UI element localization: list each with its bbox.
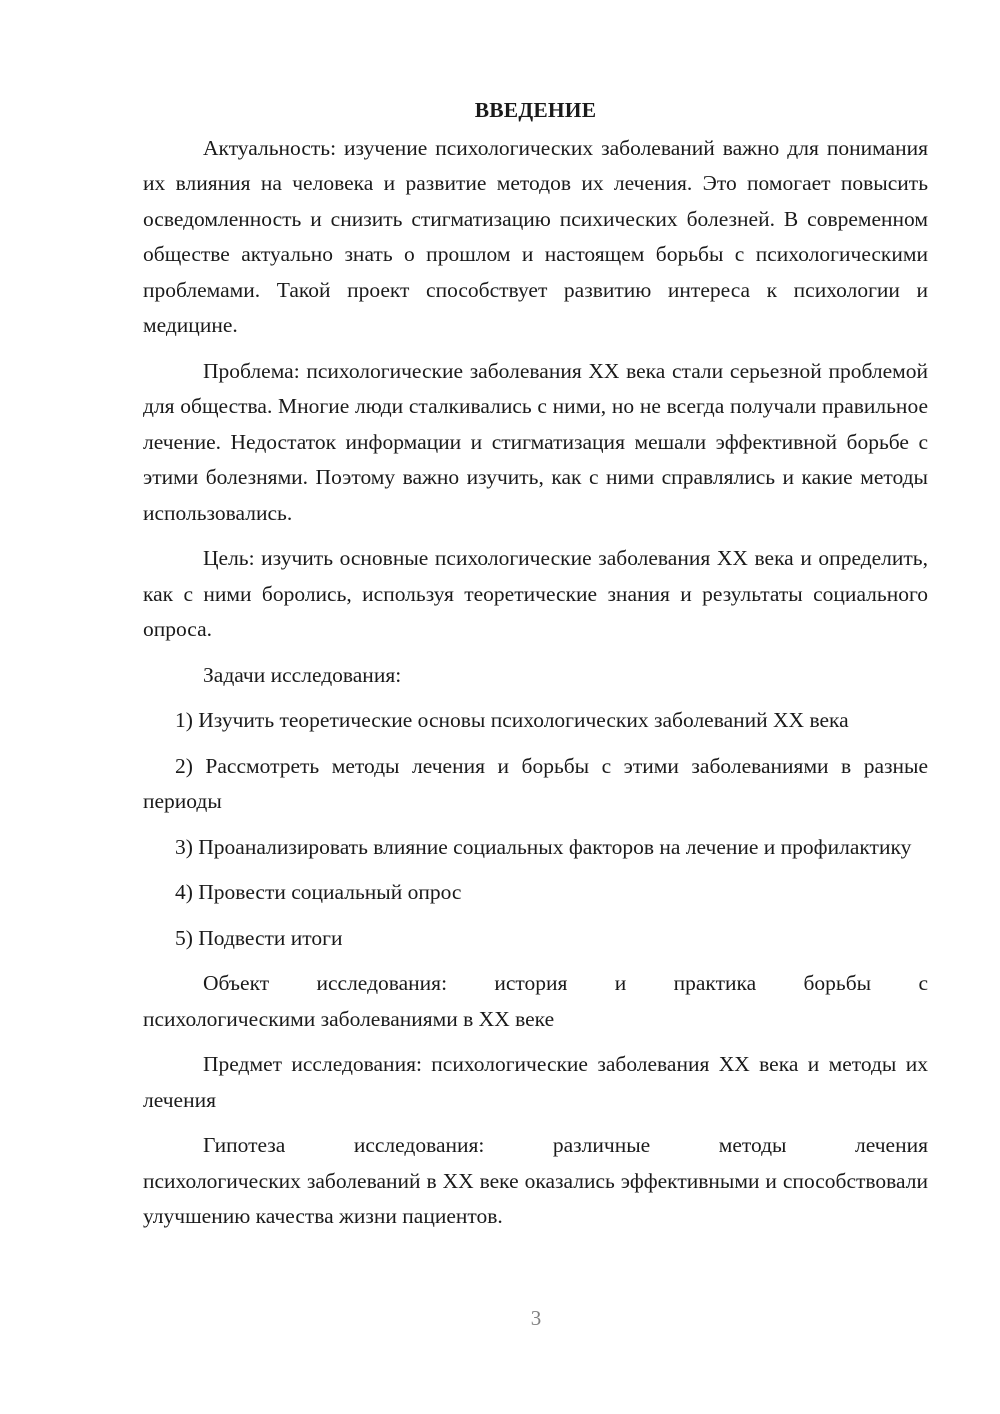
task-item-1: 1) Изучить теоретические основы психологических заболеваний XX века xyxy=(175,708,849,732)
subject-paragraph: Предмет исследования: психологические заболевания XX века и методы их лечения xyxy=(143,1052,928,1112)
object-line-2: психологическими заболеваниями в XX веке xyxy=(143,1006,555,1031)
tasks-heading: Задачи исследования: xyxy=(203,662,402,687)
section-title: ВВЕДЕНИЕ xyxy=(474,98,597,122)
object-line-1: Объект исследования: история и практика борьбы с xyxy=(203,971,928,995)
task-item-5: 5) Подвести итоги xyxy=(175,925,343,950)
page-number: 3 xyxy=(530,1306,542,1330)
problem-paragraph: Проблема: психологические заболевания XX века стали серьезной проблемой для общества. Многие люди сталкивались с ними, но не всегда получали правильное лечение. Недостаток информации и стигматизация мешали эффективной борьбе с этими болезнями. Поэтому важно изучить, как с ними справлялись и какие методы использовались. xyxy=(143,358,928,525)
hypothesis-paragraph xyxy=(143,1128,928,1235)
hypothesis-rest: психологических заболеваний в XX веке оказались эффективными и способствовали улучшению качества жизни пациентов. xyxy=(143,1168,928,1228)
page-content xyxy=(143,93,928,1235)
relevance-paragraph: Актуальность: изучение психологических заболеваний важно для понимания их влияния на человека и развитие методов их лечения. Это помогает повысить осведомленность и снизить стигматизацию психических болезней. В современном обществе актуально знать о прошлом и настоящем борьбы с психологическими проблемами. Такой проект способствует развитию интереса к психологии и медицине. xyxy=(143,135,928,337)
object-paragraph xyxy=(143,966,928,1037)
hypothesis-line-1: Гипотеза исследования: различные методы лечения xyxy=(203,1133,928,1157)
task-item-4: 4) Провести социальный опрос xyxy=(175,880,462,904)
task-item-2: 2) Рассмотреть методы лечения и борьбы с этими заболеваниями в разные периоды xyxy=(143,753,928,813)
task-item-3: 3) Проанализировать влияние социальных факторов на лечение и профилактику xyxy=(175,834,912,859)
goal-paragraph: Цель: изучить основные психологические заболевания XX века и определить, как с ними боролись, используя теоретические знания и результаты социального опроса. xyxy=(143,546,928,641)
